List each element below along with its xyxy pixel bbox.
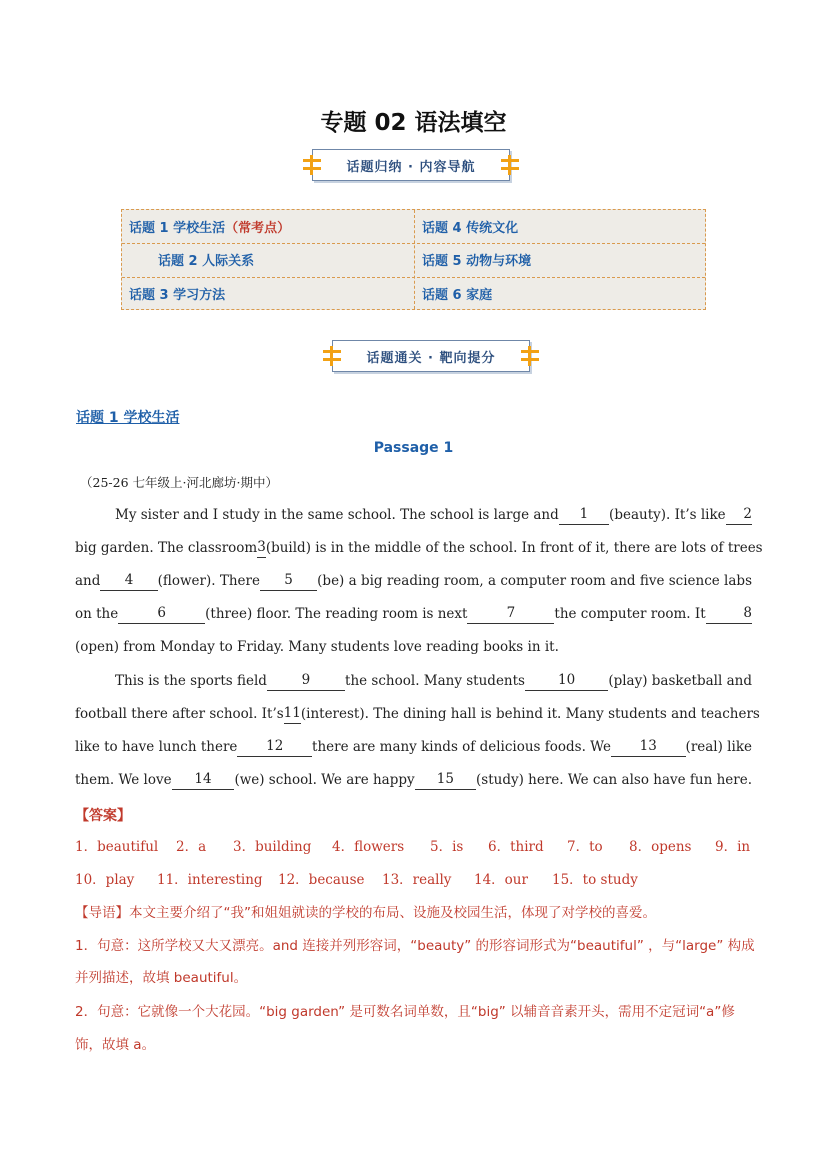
answer-item: 8．opens [629, 839, 692, 855]
answer-item: 15．to study [552, 872, 638, 888]
explanation-1-cont: 并列描述，故填 beautiful。 [75, 970, 248, 986]
banner-label: 话题通关 · 靶向提分 [366, 350, 496, 366]
answer-item: 5．is [430, 839, 464, 855]
explanation-1: 1．句意：这所学校又大又漂亮。and 连接并列形容词，“beauty” 的形容词形式为“beautiful” ，与“large” 构成 [75, 938, 755, 954]
blank-7[interactable]: 7 [467, 604, 554, 624]
nav-banner [312, 149, 510, 181]
passage-line: This is the sports field 9 the school. Many students 10 (play) basketball and [115, 672, 752, 689]
answer-item: 12．because [278, 872, 365, 888]
explanation-2: 2．句意：它就像一个大花园。“big garden” 是可数名词单数，且“big” 以辅音音素开头，需用不定冠词“a”修 [75, 1004, 735, 1020]
passage-line: My sister and I study in the same school. The school is large and 1 (beauty). It’s like 2 [115, 506, 752, 523]
section-heading[interactable]: 话题 1 学校生活 [76, 410, 180, 426]
nav-topic-6[interactable]: 话题 6 家庭 [422, 288, 493, 303]
blank-2[interactable]: 2 [726, 505, 752, 525]
answer-item: 1．beautiful [75, 839, 159, 855]
blank-9[interactable]: 9 [267, 671, 345, 691]
answer-row [75, 837, 752, 857]
banner-right-icon [501, 155, 519, 175]
blank-11[interactable]: 11 [284, 704, 301, 724]
nav-topic-3[interactable]: 话题 3 学习方法 [129, 288, 226, 303]
answer-item: 2．a [176, 839, 207, 855]
banner-left-icon [323, 346, 341, 366]
passage-line: on the 6 (three) floor. The reading room is next 7 the computer room. It 8 [75, 605, 752, 622]
answer-item: 4．flowers [332, 839, 405, 855]
blank-8[interactable]: 8 [706, 604, 752, 624]
passage-line: big garden. The classroom 3 (build) is in the middle of the school. In front of it, there are lots of trees [75, 539, 763, 556]
passage-line: them. We love 14 (we) school. We are happy 15 (study) here. We can also have fun here. [75, 771, 752, 788]
page-title: 专题 02 语法填空 [320, 110, 507, 136]
blank-1[interactable]: 1 [559, 505, 609, 525]
practice-banner [332, 340, 530, 372]
blank-6[interactable]: 6 [118, 604, 205, 624]
explanation-2-cont: 饰，故填 a。 [75, 1037, 156, 1053]
blank-13[interactable]: 13 [611, 737, 686, 757]
blank-12[interactable]: 12 [237, 737, 312, 757]
blank-10[interactable]: 10 [525, 671, 608, 691]
nav-topic-2[interactable]: 话题 2 人际关系 [158, 254, 255, 269]
banner-right-icon [521, 346, 539, 366]
passage-line: and 4 (flower). There 5 (be) a big reading room, a computer room and five science labs [75, 572, 752, 589]
banner-left-icon [303, 155, 321, 175]
passage-line: football there after school. It’s 11 (interest). The dining hall is behind it. Many students and teachers [75, 705, 760, 722]
topic-nav-table [121, 209, 706, 310]
blank-15[interactable]: 15 [415, 770, 476, 790]
answer-item: 11．interesting [157, 872, 263, 888]
answer-item: 13．really [382, 872, 452, 888]
nav-topic-1-note: （常考点） [225, 221, 291, 236]
passage-line: (open) from Monday to Friday. Many students love reading books in it. [75, 639, 559, 655]
answer-item: 9．in [715, 839, 751, 855]
nav-topic-1[interactable]: 话题 1 学校生活 （常考点） [129, 210, 290, 243]
banner-label: 话题归纳 · 内容导航 [346, 159, 476, 175]
answer-heading: 【答案】 [75, 808, 131, 824]
answer-item: 14．our [474, 872, 528, 888]
answer-item: 10．play [75, 872, 135, 888]
blank-5[interactable]: 5 [260, 571, 317, 591]
passage-line: like to have lunch there 12 there are many kinds of delicious foods. We 13 (real) like [75, 738, 752, 755]
explanation-guide: 【导语】本文主要介绍了“我”和姐姐就读的学校的布局、设施及校园生活，体现了对学校的喜爱。 [75, 905, 656, 921]
answer-row [75, 870, 752, 890]
passage-title: Passage 1 [373, 440, 454, 456]
blank-3[interactable]: 3 [257, 538, 266, 558]
answer-item: 7．to [567, 839, 603, 855]
nav-topic-5[interactable]: 话题 5 动物与环境 [422, 254, 532, 269]
blank-4[interactable]: 4 [100, 571, 157, 591]
blank-14[interactable]: 14 [172, 770, 235, 790]
source-note: （25-26 七年级上·河北廊坊·期中） [80, 475, 278, 490]
answer-item: 3．building [233, 839, 312, 855]
nav-topic-4[interactable]: 话题 4 传统文化 [422, 221, 519, 236]
answer-item: 6．third [488, 839, 544, 855]
